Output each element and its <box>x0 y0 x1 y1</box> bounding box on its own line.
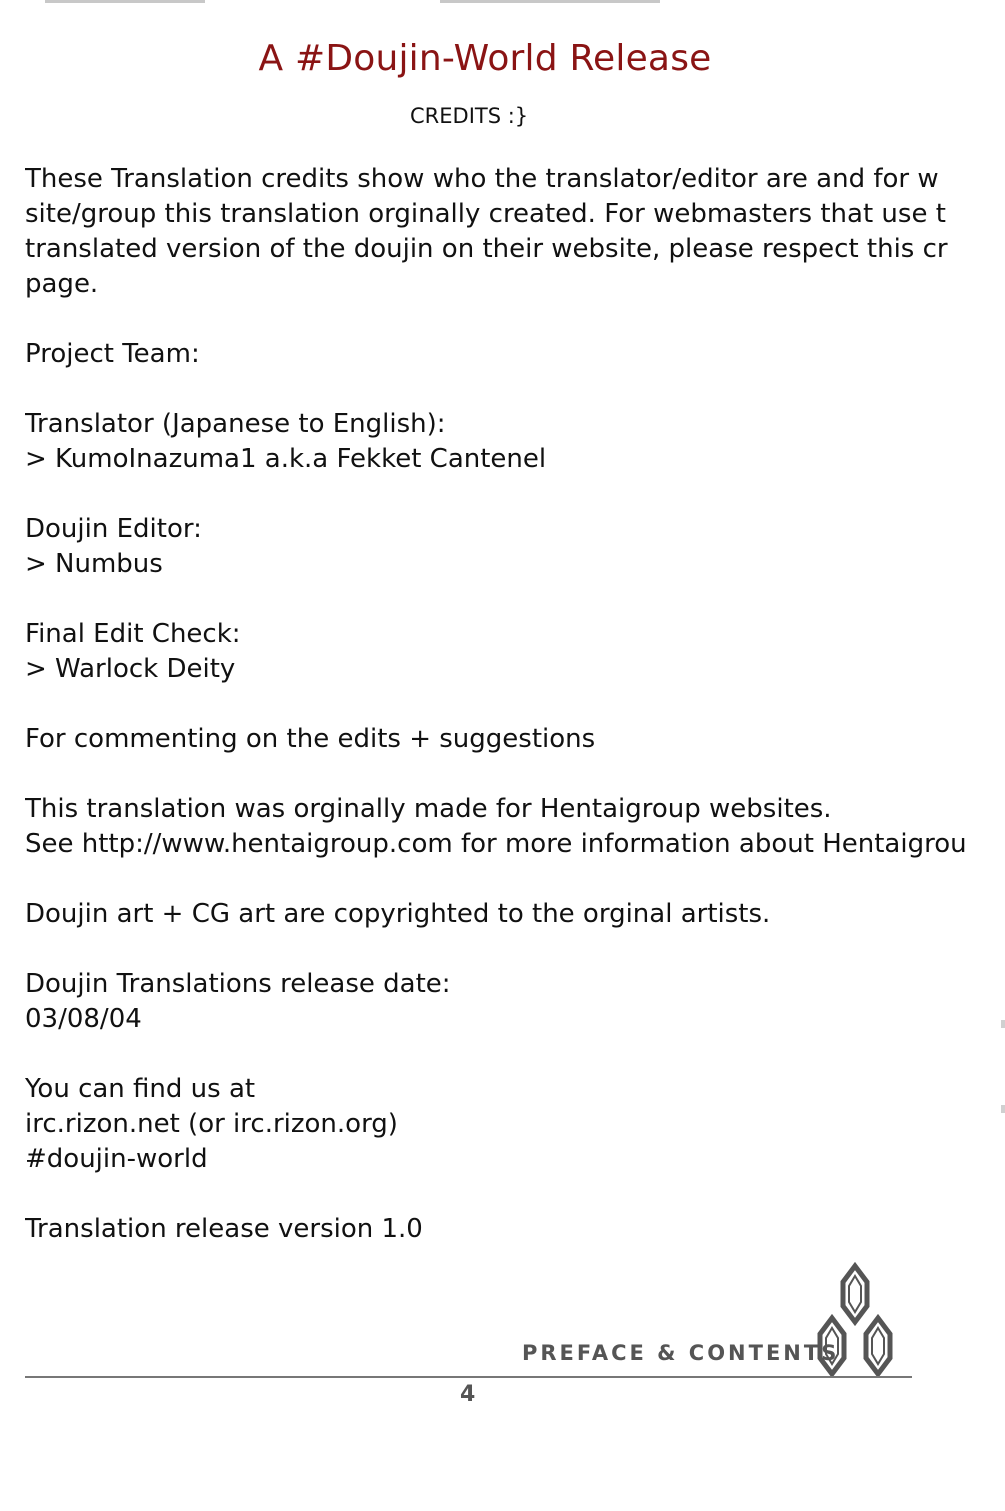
scan-speck <box>1001 1105 1005 1113</box>
blank-line <box>25 302 1005 337</box>
scan-mark <box>45 0 205 3</box>
blank-line <box>25 1037 1005 1072</box>
text-line: Project Team: <box>25 339 200 369</box>
section-label: PREFACE & CONTENTS <box>522 1341 840 1365</box>
text-line: page. <box>25 269 99 299</box>
text-line: These Translation credits show who the translator/editor are and for w <box>25 164 939 194</box>
blank-line <box>25 1177 1005 1212</box>
text-line: For commenting on the edits + suggestions <box>25 724 596 754</box>
scan-marks <box>0 0 1005 8</box>
page-subtitle: CREDITS :} <box>410 104 529 128</box>
text-line: > Warlock Deity <box>25 654 236 684</box>
text-line: Final Edit Check: <box>25 619 241 649</box>
blank-line <box>25 582 1005 617</box>
text-line: See http://www.hentaigroup.com for more information about Hentaigrou <box>25 829 967 859</box>
text-line: Doujin Editor: <box>25 514 202 544</box>
blank-line <box>25 687 1005 722</box>
blank-line <box>25 757 1005 792</box>
scan-mark <box>440 0 660 3</box>
text-line: irc.rizon.net (or irc.rizon.org) <box>25 1109 398 1139</box>
text-line: site/group this translation orginally created. For webmasters that use t <box>25 199 946 229</box>
text-line: translated version of the doujin on their website, please respect this cr <box>25 234 948 264</box>
text-line: > Numbus <box>25 549 163 579</box>
text-line: Translator (Japanese to English): <box>25 409 446 439</box>
blank-line <box>25 477 1005 512</box>
text-line: > KumoInazuma1 a.k.a Fekket Cantenel <box>25 444 547 474</box>
blank-line <box>25 372 1005 407</box>
text-line: Doujin art + CG art are copyrighted to the orginal artists. <box>25 899 771 929</box>
text-line: Doujin Translations release date: <box>25 969 451 999</box>
credits-body <box>25 162 1005 1247</box>
page-title: A #Doujin-World Release <box>258 38 712 79</box>
page-number: 4 <box>460 1382 476 1407</box>
text-line: Translation release version 1.0 <box>25 1214 423 1244</box>
text-line: This translation was orginally made for Hentaigroup websites. <box>25 794 832 824</box>
text-line: 03/08/04 <box>25 1004 142 1034</box>
blank-line <box>25 862 1005 897</box>
footer-divider <box>25 1376 912 1378</box>
text-line: #doujin-world <box>25 1144 208 1174</box>
scan-speck <box>1001 1020 1005 1028</box>
blank-line <box>25 932 1005 967</box>
text-line: You can find us at <box>25 1074 256 1104</box>
